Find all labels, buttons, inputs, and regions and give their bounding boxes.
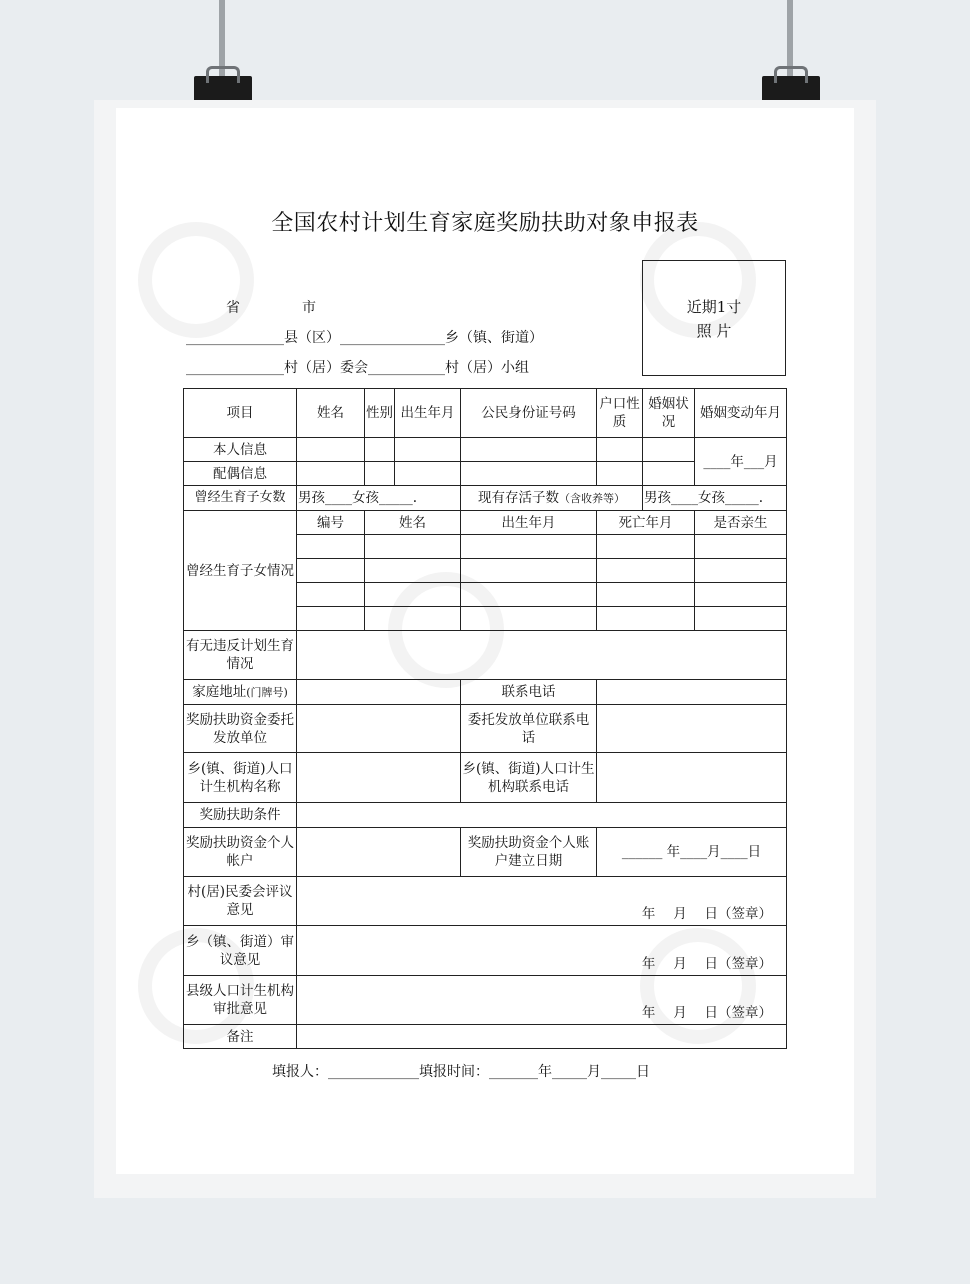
living-children-count[interactable]: 男孩____女孩_____. — [643, 486, 787, 511]
fund-unit-cell[interactable] — [297, 705, 461, 753]
child-biological-cell[interactable] — [695, 535, 787, 559]
child-biological-cell[interactable] — [695, 559, 787, 583]
child-name-cell[interactable] — [365, 535, 461, 559]
child-death-cell[interactable] — [597, 559, 695, 583]
address-note: (门牌号) — [246, 685, 288, 699]
row-label-village-opinion: 村(居)民委会评议意见 — [184, 877, 297, 926]
township-opinion-signature[interactable]: 年 月 日（签章） — [297, 926, 787, 976]
child-no-cell[interactable] — [297, 535, 365, 559]
remarks-cell[interactable] — [297, 1025, 787, 1049]
living-children-label — [461, 486, 643, 511]
application-form-table — [183, 388, 787, 1049]
self-hukou-cell[interactable] — [597, 438, 643, 462]
row-label-remarks: 备注 — [184, 1025, 297, 1049]
village-group-line: ______________村（居）委会___________村（居）小组 — [186, 360, 529, 376]
child-birth-cell[interactable] — [461, 559, 597, 583]
account-date-cell[interactable]: ______ 年____月____日 — [597, 828, 787, 877]
conditions-cell[interactable] — [297, 803, 787, 828]
child-name-cell[interactable] — [365, 583, 461, 607]
child-header-name: 姓名 — [365, 511, 461, 535]
township-org-phone-cell[interactable] — [597, 753, 787, 803]
child-header-death: 死亡年月 — [597, 511, 695, 535]
row-label-account: 奖励扶助资金个人帐户 — [184, 828, 297, 877]
header-item: 项目 — [184, 389, 297, 438]
header-hukou: 户口性质 — [597, 389, 643, 438]
fund-unit-phone-label: 委托发放单位联系电话 — [461, 705, 597, 753]
self-name-cell[interactable] — [297, 438, 365, 462]
row-label-born-children: 曾经生育子女数 — [184, 486, 297, 511]
child-biological-cell[interactable] — [695, 607, 787, 631]
account-date-label: 奖励扶助资金个人账户建立日期 — [461, 828, 597, 877]
child-no-cell[interactable] — [297, 607, 365, 631]
self-sex-cell[interactable] — [365, 438, 395, 462]
child-birth-cell[interactable] — [461, 583, 597, 607]
spouse-sex-cell[interactable] — [365, 462, 395, 486]
row-label-fund-unit: 奖励扶助资金委托发放单位 — [184, 705, 297, 753]
account-cell[interactable] — [297, 828, 461, 877]
spouse-name-cell[interactable] — [297, 462, 365, 486]
child-header-birth: 出生年月 — [461, 511, 597, 535]
born-children-count[interactable]: 男孩____女孩_____. — [297, 486, 461, 511]
header-id-number: 公民身份证号码 — [461, 389, 597, 438]
child-name-cell[interactable] — [365, 559, 461, 583]
child-death-cell[interactable] — [597, 583, 695, 607]
contact-phone-cell[interactable] — [597, 680, 787, 705]
spouse-hukou-cell[interactable] — [597, 462, 643, 486]
living-children-note: （含收养等） — [559, 491, 625, 505]
header-marital-status: 婚姻状况 — [643, 389, 695, 438]
row-label-spouse: 配偶信息 — [184, 462, 297, 486]
spouse-marital-cell[interactable] — [643, 462, 695, 486]
row-label-township-org: 乡(镇、街道)人口计生机构名称 — [184, 753, 297, 803]
marital-change-cell[interactable]: ____年___月 — [695, 438, 787, 486]
province-label: 省 — [226, 300, 240, 316]
photo-label-line1: 近期1寸 — [686, 298, 742, 316]
header-birth: 出生年月 — [395, 389, 461, 438]
spouse-id-cell[interactable] — [461, 462, 597, 486]
child-birth-cell[interactable] — [461, 607, 597, 631]
self-marital-cell[interactable] — [643, 438, 695, 462]
living-children-text: 现有存活子数 — [478, 489, 559, 506]
row-label-children-section: 曾经生育子女情况 — [184, 511, 297, 631]
violation-cell[interactable] — [297, 631, 787, 680]
county-opinion-signature[interactable]: 年 月 日（签章） — [297, 976, 787, 1025]
township-org-phone-label: 乡(镇、街道)人口计生机构联系电话 — [461, 753, 597, 803]
child-no-cell[interactable] — [297, 559, 365, 583]
village-opinion-signature[interactable]: 年 月 日（签章） — [297, 877, 787, 926]
header-sex: 性别 — [365, 389, 395, 438]
township-org-cell[interactable] — [297, 753, 461, 803]
child-death-cell[interactable] — [597, 607, 695, 631]
child-name-cell[interactable] — [365, 607, 461, 631]
address-text: 家庭地址 — [192, 683, 247, 700]
address-cell[interactable] — [297, 680, 461, 705]
photo-box — [642, 260, 786, 376]
row-label-violation: 有无违反计划生育情况 — [184, 631, 297, 680]
row-label-county-opinion: 县级人口计生机构审批意见 — [184, 976, 297, 1025]
county-township-line: ______________县（区）_______________乡（镇、街道） — [186, 330, 543, 346]
row-label-self: 本人信息 — [184, 438, 297, 462]
photo-label-line2: 照 片 — [696, 322, 732, 340]
child-birth-cell[interactable] — [461, 535, 597, 559]
form-footer: 填报人：_____________填报时间：_______年_____月_____日 — [272, 1064, 650, 1080]
self-birth-cell[interactable] — [395, 438, 461, 462]
child-biological-cell[interactable] — [695, 583, 787, 607]
child-header-no: 编号 — [297, 511, 365, 535]
spouse-birth-cell[interactable] — [395, 462, 461, 486]
child-header-biological: 是否亲生 — [695, 511, 787, 535]
document-title: 全国农村计划生育家庭奖励扶助对象申报表 — [271, 211, 699, 236]
city-label: 市 — [302, 300, 316, 316]
row-label-township-opinion: 乡（镇、街道）审议意见 — [184, 926, 297, 976]
self-id-cell[interactable] — [461, 438, 597, 462]
header-marital-change: 婚姻变动年月 — [695, 389, 787, 438]
fund-unit-phone-cell[interactable] — [597, 705, 787, 753]
child-no-cell[interactable] — [297, 583, 365, 607]
header-name: 姓名 — [297, 389, 365, 438]
row-label-conditions: 奖励扶助条件 — [184, 803, 297, 828]
row-label-address — [184, 680, 297, 705]
contact-phone-label: 联系电话 — [461, 680, 597, 705]
child-death-cell[interactable] — [597, 535, 695, 559]
